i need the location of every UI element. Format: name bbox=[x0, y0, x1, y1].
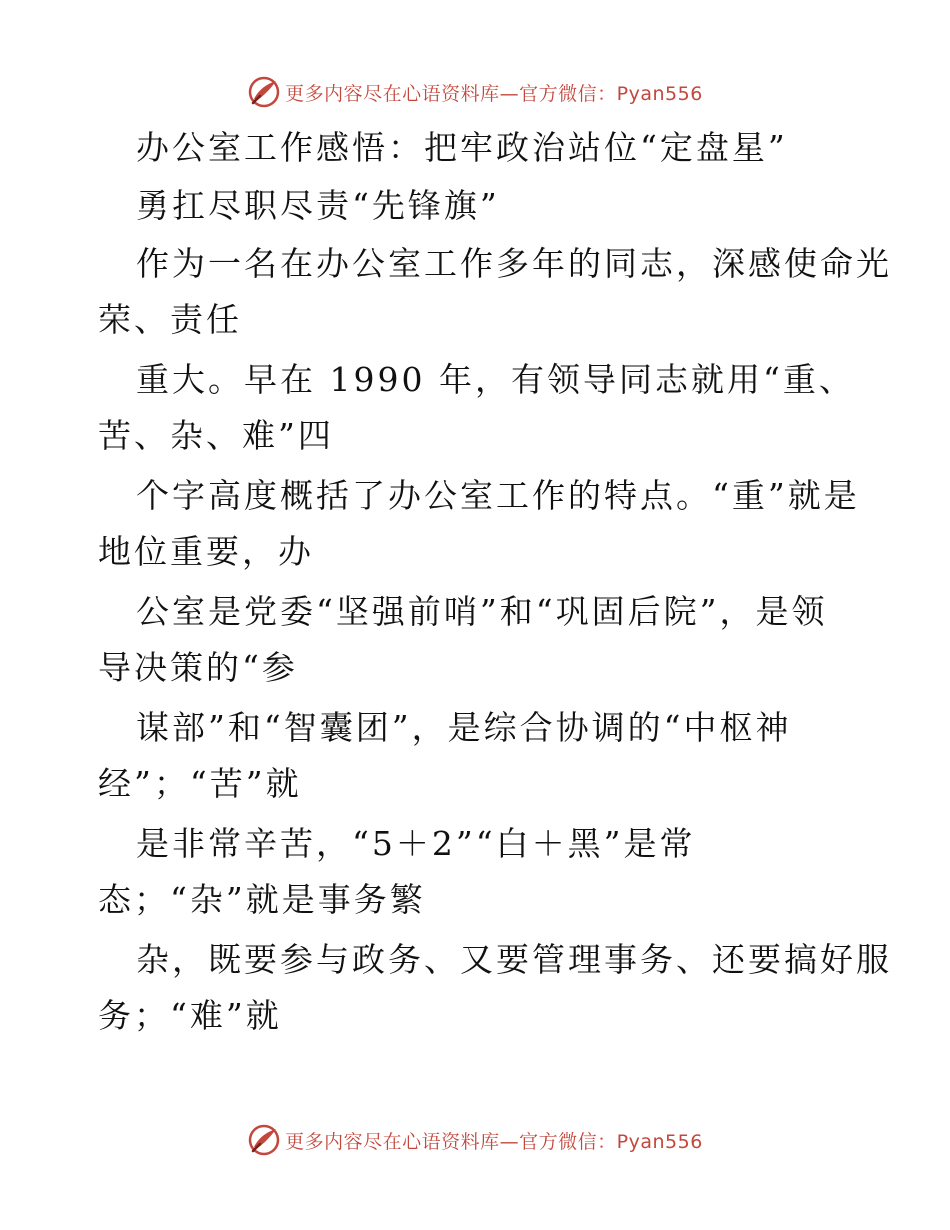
paragraph-line: 务；“难”就 bbox=[98, 996, 282, 1035]
paragraph-line: 个字高度概括了办公室工作的特点。“重”就是 bbox=[136, 476, 860, 515]
paragraph-line: 苦、杂、难”四 bbox=[98, 416, 334, 455]
paragraph-line: 是非常辛苦，“5＋2”“白＋黑”是常 bbox=[136, 824, 696, 863]
footer-banner-text: 更多内容尽在心语资料库—官方微信：Pyan556 bbox=[285, 1130, 703, 1153]
paragraph-line: 经”；“苦”就 bbox=[98, 764, 302, 803]
document-title-line-2: 勇扛尽职尽责“先锋旗” bbox=[136, 186, 500, 225]
paragraph-line: 地位重要，办 bbox=[98, 532, 314, 571]
leaf-pen-logo-icon bbox=[247, 1123, 281, 1157]
paragraph-line: 杂，既要参与政务、又要管理事务、还要搞好服 bbox=[136, 940, 892, 979]
paragraph-line: 导决策的“参 bbox=[98, 648, 298, 687]
paragraph-line: 谋部”和“智囊团”，是综合协调的“中枢神 bbox=[136, 708, 792, 747]
paragraph-line: 重大。早在 1990 年，有领导同志就用“重、 bbox=[136, 360, 855, 399]
footer-banner bbox=[0, 1118, 950, 1162]
paragraph-line: 公室是党委“坚强前哨”和“巩固后院”，是领 bbox=[136, 592, 828, 631]
paragraph-line: 荣、责任 bbox=[98, 300, 242, 339]
header-banner bbox=[0, 70, 950, 114]
document-title-line-1: 办公室工作感悟：把牢政治站位“定盘星” bbox=[136, 128, 788, 167]
paragraph-line: 作为一名在办公室工作多年的同志，深感使命光 bbox=[136, 244, 892, 283]
leaf-pen-logo-icon bbox=[247, 75, 281, 109]
header-banner-text: 更多内容尽在心语资料库—官方微信：Pyan556 bbox=[285, 82, 703, 105]
paragraph-line: 态；“杂”就是事务繁 bbox=[98, 880, 426, 919]
